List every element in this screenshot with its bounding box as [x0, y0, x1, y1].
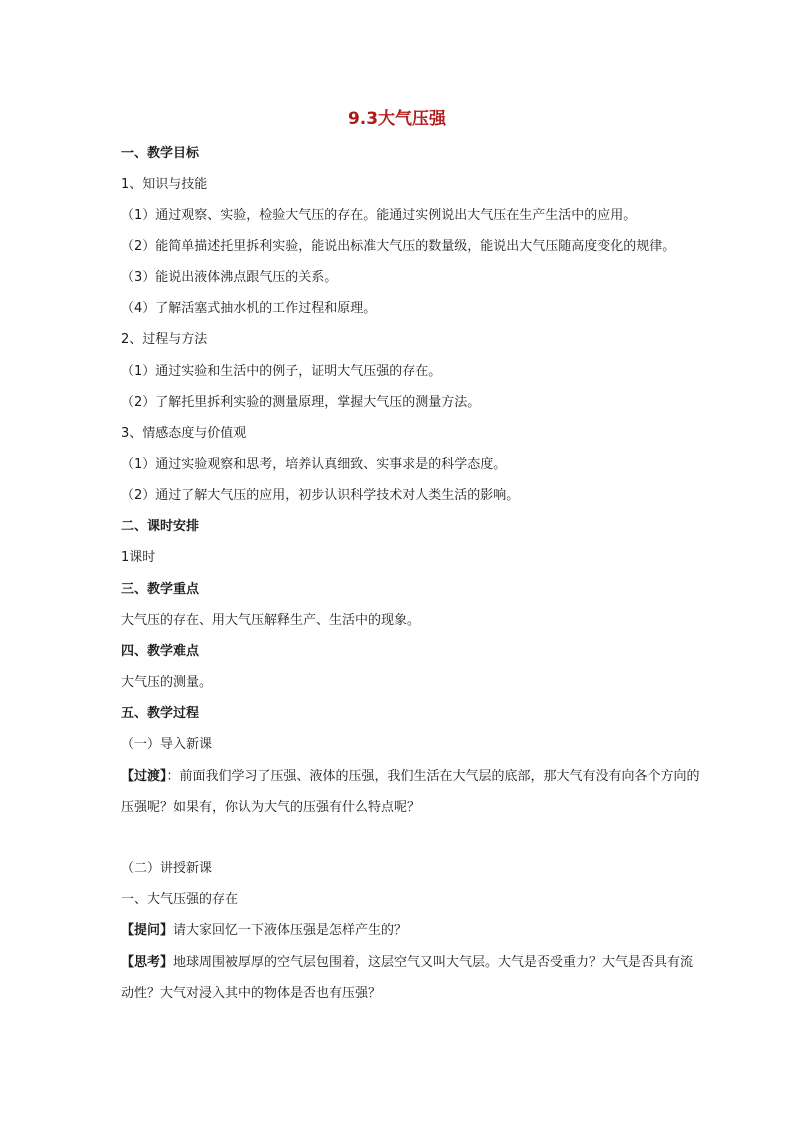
- paragraph-text: 请大家回忆一下液体压强是怎样产生的？: [173, 923, 408, 938]
- section-heading: 三、教学重点: [121, 582, 200, 597]
- section-heading: 四、教学难点: [121, 644, 200, 659]
- paragraph-text: ：前面我们学习了压强、液体的压强，我们生活在大气层的底部，那大气有没有向各个方向的压强呢？如果有，你认为大气的压强有什么特点呢？: [121, 769, 700, 815]
- doc-title: 9.3大气压强: [347, 109, 447, 129]
- subsection-heading: 3、情感态度与价值观: [121, 426, 247, 441]
- paragraph: [121, 947, 701, 1009]
- tag-label: 【过渡】: [121, 769, 167, 784]
- subsection-heading: （一）导入新课: [121, 737, 213, 752]
- list-item: （1）通过实验和生活中的例子，证明大气压强的存在。: [121, 364, 442, 379]
- subsection-heading: 一、大气压强的存在: [121, 892, 239, 907]
- section-heading: 二、课时安排: [121, 519, 200, 534]
- list-item: （1）通过实验观察和思考，培养认真细致、实事求是的科学态度。: [121, 457, 507, 472]
- section-heading: 一、教学目标: [121, 146, 200, 161]
- subsection-heading: 1、知识与技能: [121, 177, 208, 192]
- tag-label: 【思考】: [121, 955, 174, 970]
- paragraph-text: 地球周围被厚厚的空气层包围着，这层空气又叫大气层。大气是否受重力？大气是否具有流动性？大气对浸入其中的物体是否也有压强？: [121, 955, 694, 1001]
- tag-label: 【提问】: [121, 923, 174, 938]
- list-item: （2）了解托里拆利实验的测量原理，掌握大气压的测量方法。: [121, 395, 481, 410]
- list-item: （2）能简单描述托里拆利实验，能说出标准大气压的数量级，能说出大气压随高度变化的规律。: [121, 239, 676, 254]
- list-item: （4）了解活塞式抽水机的工作过程和原理。: [121, 301, 377, 316]
- list-item: （2）通过了解大气压的应用，初步认识科学技术对人类生活的影响。: [121, 488, 520, 503]
- paragraph: 大气压的测量。: [121, 675, 213, 690]
- paragraph: [121, 922, 407, 940]
- subsection-heading: 2、过程与方法: [121, 332, 208, 347]
- list-item: （3）能说出液体沸点跟气压的关系。: [121, 270, 338, 285]
- paragraph: [121, 761, 701, 823]
- section-heading: 五、教学过程: [121, 706, 200, 721]
- list-item: （1）通过观察、实验，检验大气压的存在。能通过实例说出大气压在生产生活中的应用。: [121, 208, 637, 223]
- paragraph: 大气压的存在、用大气压解释生产、生活中的现象。: [121, 613, 421, 628]
- subsection-heading: （二）讲授新课: [121, 861, 213, 876]
- paragraph: 1课时: [121, 550, 156, 565]
